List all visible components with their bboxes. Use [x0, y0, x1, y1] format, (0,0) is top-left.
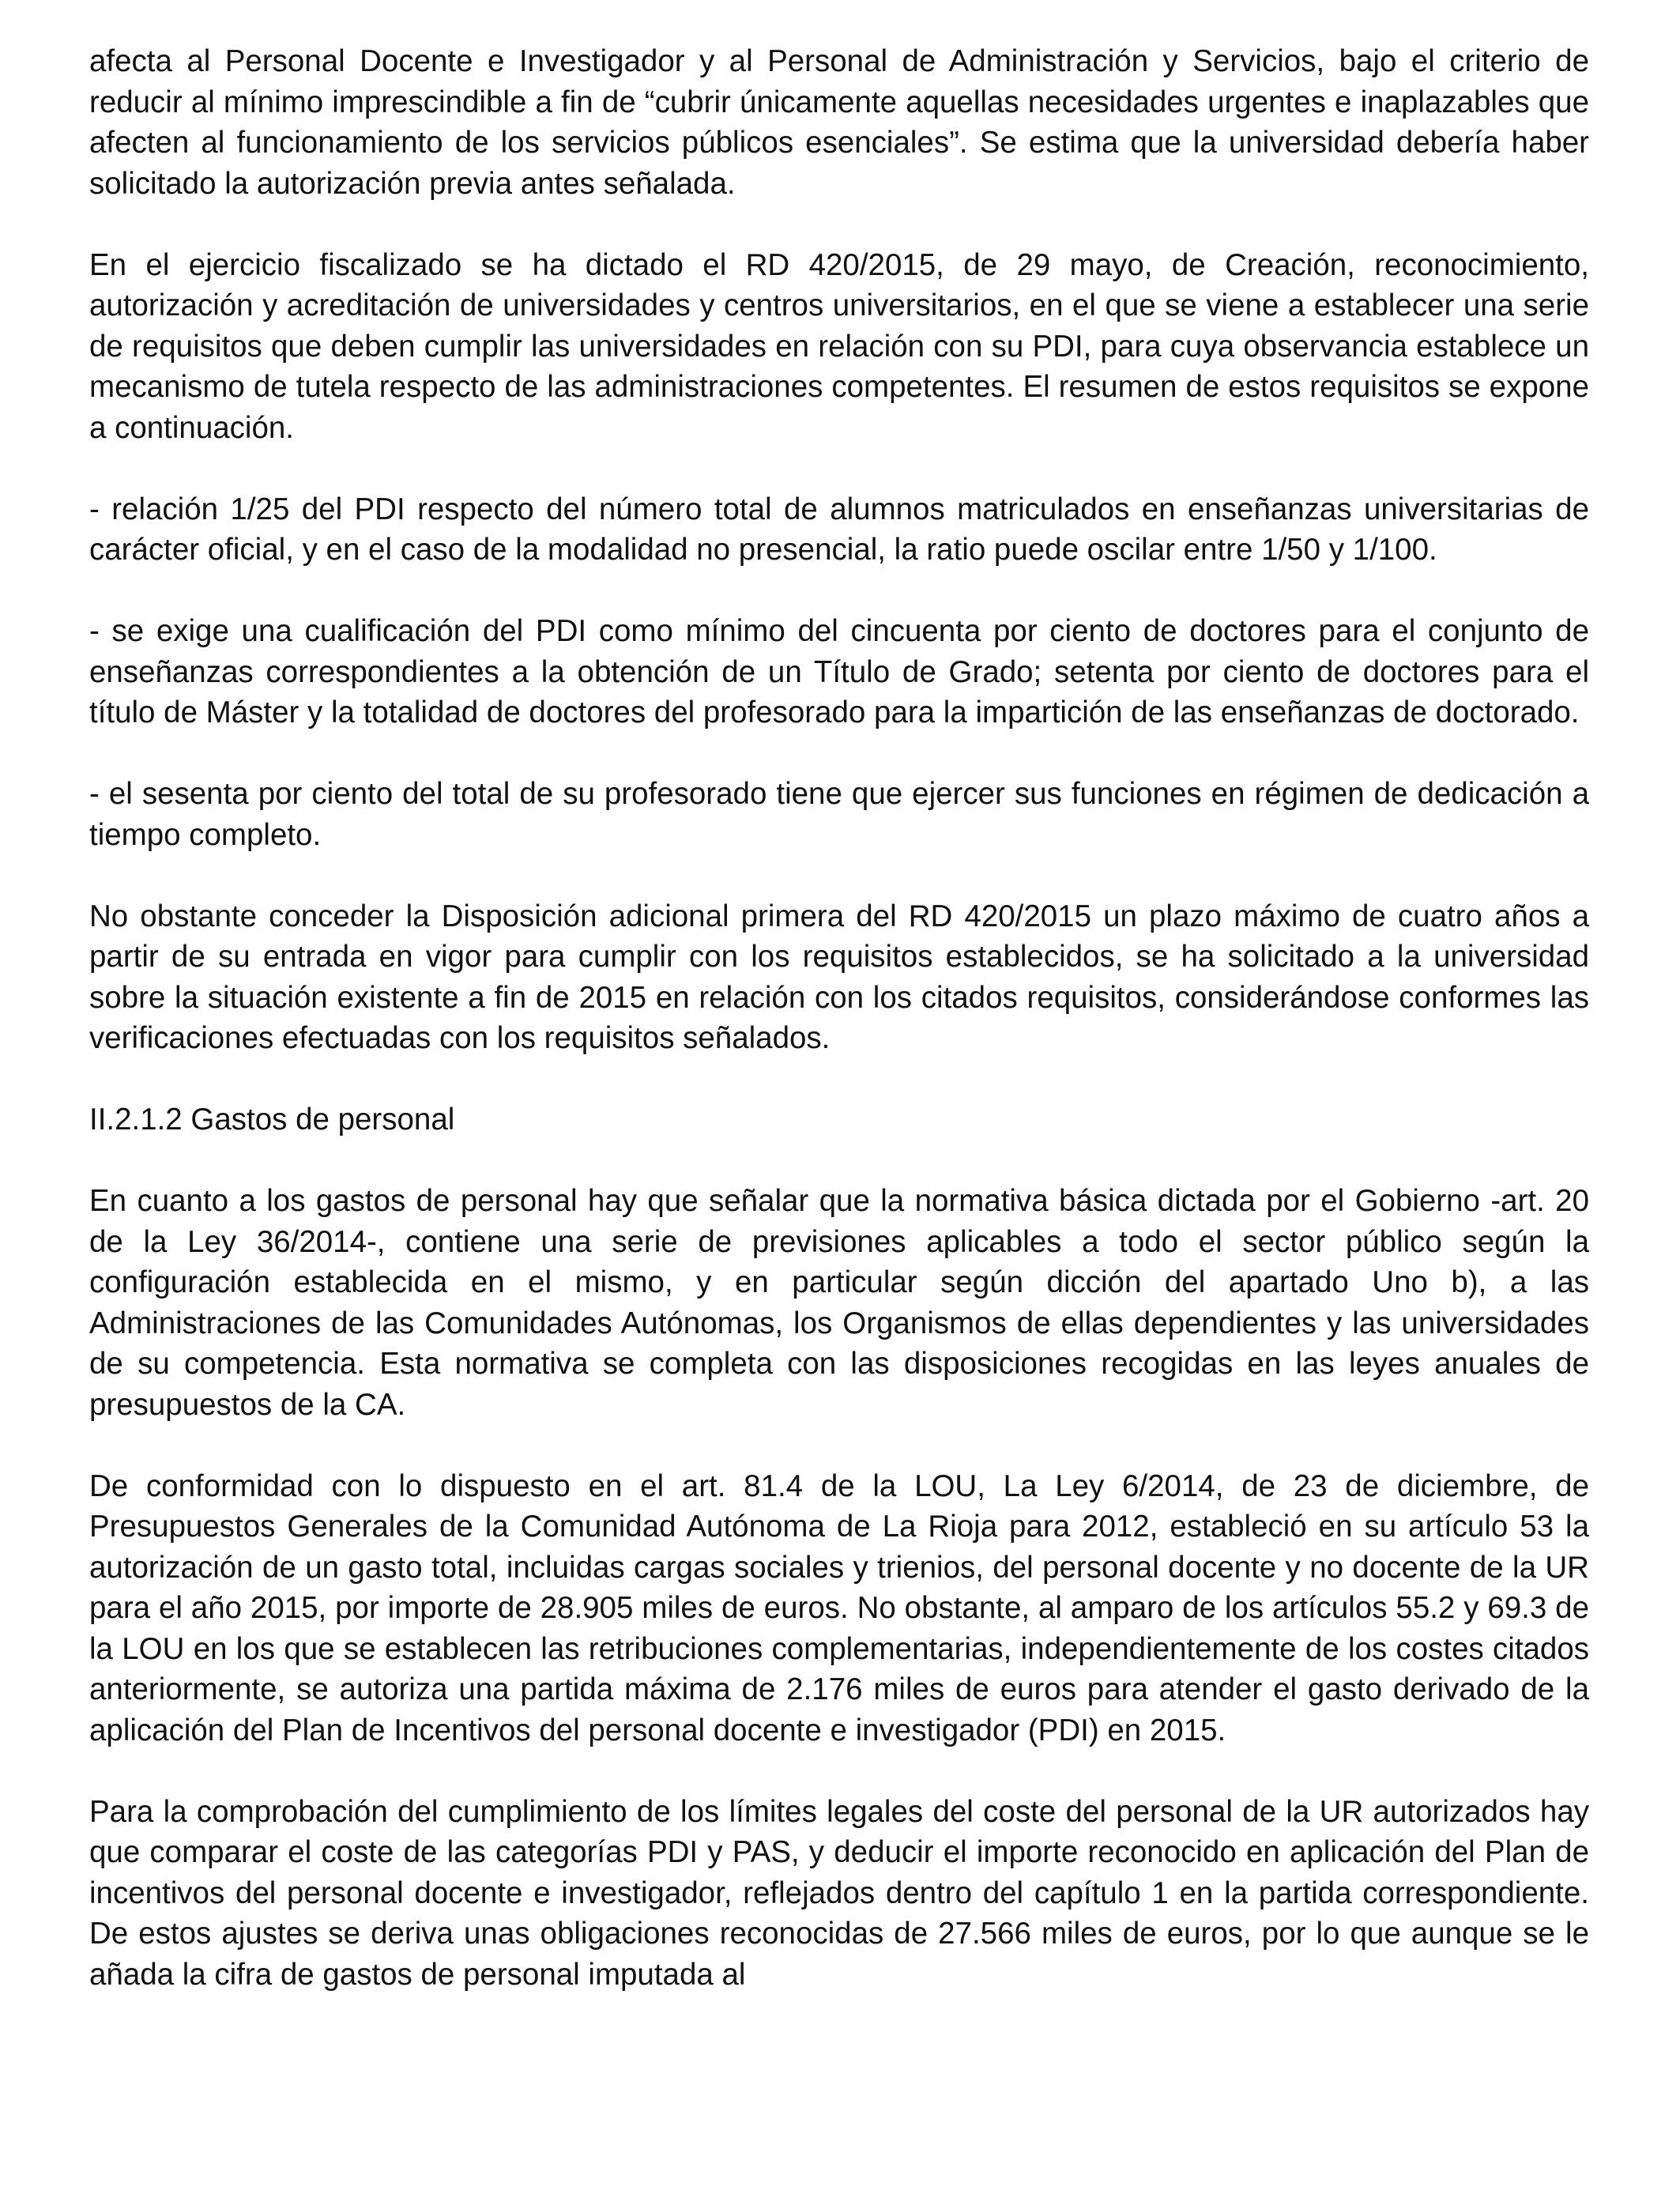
paragraph-personal-authorization: afecta al Personal Docente e Investigador y al Personal de Administración y Servicios, bajo el criterio de reducir al mínimo imprescindible a fin de “cubrir únicamente aquellas necesidades urgentes e inaplazables que afecten al funcionamiento de los servicios públicos esenciales”. Se estima que la universidad debería haber solicitado la autorización previa antes señalada. — [89, 44, 1589, 201]
paragraph-compliance-verification: No obstante conceder la Disposición adicional primera del RD 420/2015 un plazo máximo de cuatro años a partir de su entrada en vigor para cumplir con los requisitos establecidos, se ha solicitado a la universidad sobre la situación existente a fin de 2015 en relación con los citados requisitos, considerándose conformes las verificaciones efectuadas con los requisitos señalados. — [89, 899, 1589, 1055]
paragraph-requirement-ratio: - relación 1/25 del PDI respecto del número total de alumnos matriculados en enseñanzas universitarias de carácter oficial, y en el caso de la modalidad no presencial, la ratio puede oscilar entre 1/50 y 1/100. — [89, 492, 1589, 567]
paragraph-basic-regulation: En cuanto a los gastos de personal hay que señalar que la normativa básica dictada por el Gobierno -art. 20 de la Ley 36/2014-, contiene una serie de previsiones aplicables a todo el sector público según la configuración establecida en el mismo, y en particular según dicción del apartado Uno b), a las Administraciones de las Comunidades Autónomas, los Organismos de ellas dependientes y las universidades de su competencia. Esta normativa se completa con las disposiciones recogidas en las leyes anuales de presupuestos de la CA. — [89, 1184, 1589, 1422]
section-heading: II.2.1.2 Gastos de personal — [89, 1103, 455, 1137]
paragraph-rd-420-2015: En el ejercicio fiscalizado se ha dictado el RD 420/2015, de 29 mayo, de Creación, reconocimiento, autorización y acreditación de universidades y centros universitarios, en el que se viene a establecer una serie de requisitos que deben cumplir las universidades en relación con su PDI, para cuya observancia establece un mecanismo de tutela respecto de las administraciones competentes. El resumen de estos requisitos se expone a continuación. — [89, 247, 1589, 445]
paragraph-cost-limits-check: Para la comprobación del cumplimiento de los límites legales del coste del personal de la UR autorizados hay que comparar el coste de las categorías PDI y PAS, y deducir el importe reconocido en aplicación del Plan de incentivos del personal docente e investigador, reflejados dentro del capítulo 1 en la partida correspondiente. De estos ajustes se deriva unas obligaciones reconocidas de 27.566 miles de euros, por lo que aunque se le añada la cifra de gastos de personal imputada al — [89, 1794, 1589, 1992]
paragraph-requirement-full-time: - el sesenta por ciento del total de su profesorado tiene que ejercer sus funciones en régimen de dedicación a tiempo completo. — [89, 777, 1589, 852]
paragraph-requirement-doctors: - se exige una cualificación del PDI como mínimo del cincuenta por ciento de doctores para el conjunto de enseñanzas correspondientes a la obtención de un Título de Grado; setenta por ciento de doctores para el título de Máster y la totalidad de doctores del profesorado para la impartición de las enseñanzas de doctorado. — [89, 614, 1589, 729]
paragraph-budget-authorization: De conformidad con lo dispuesto en el art. 81.4 de la LOU, La Ley 6/2014, de 23 de diciembre, de Presupuestos Generales de la Comunidad Autónoma de La Rioja para 2012, estableció en su artículo 53 la autorización de un gasto total, incluidas cargas sociales y trienios, del personal docente y no docente de la UR para el año 2015, por importe de 28.905 miles de euros. No obstante, al amparo de los artículos 55.2 y 69.3 de la LOU en los que se establecen las retribuciones complementarias, independientemente de los costes citados anteriormente, se autoriza una partida máxima de 2.176 miles de euros para atender el gasto derivado de la aplicación del Plan de Incentivos del personal docente e investigador (PDI) en 2015. — [89, 1468, 1589, 1747]
document-page — [89, 41, 1589, 2036]
